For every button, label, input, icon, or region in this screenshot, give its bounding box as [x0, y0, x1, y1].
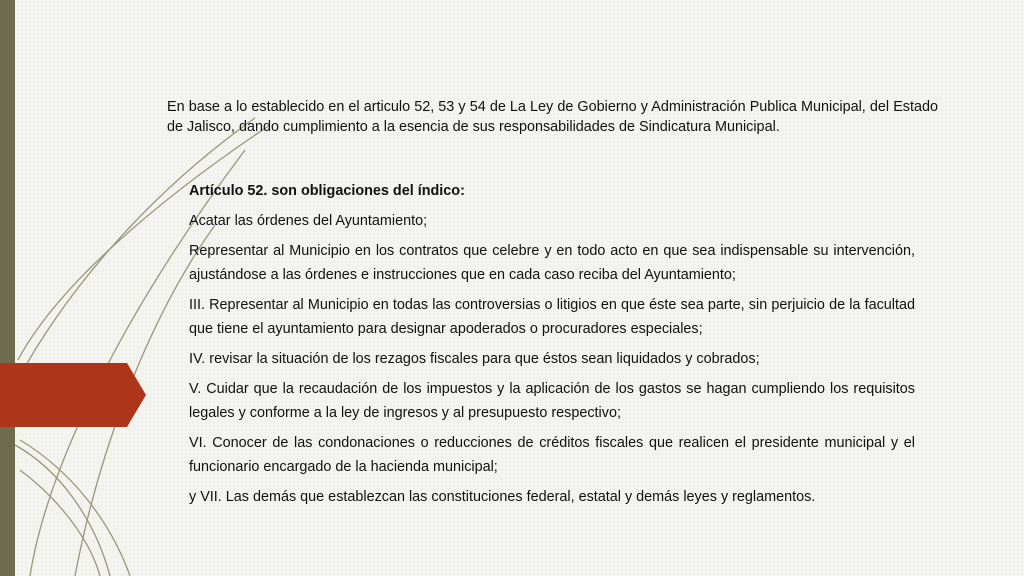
article-heading: Artículo 52. son obligaciones del índico:	[189, 183, 465, 199]
decor-curve-5	[20, 440, 130, 576]
article-item-5: V. Cuidar que la recaudación de los impuestos y la aplicación de los gastos se hagan cumpliendo los requisitos legales y conforme a la ley de ingresos y al presupuesto respectivo;	[189, 381, 915, 421]
article-item-4: IV. revisar la situación de los rezagos fiscales para que éstos sean liquidados y cobrados;	[189, 351, 760, 367]
article-52-block	[189, 179, 915, 515]
article-item-1: Acatar las órdenes del Ayuntamiento;	[189, 213, 428, 229]
article-item-6: VI. Conocer de las condonaciones o reducciones de créditos fiscales que realicen el presidente municipal y el funcionario encargado de la hacienda municipal;	[189, 435, 915, 475]
article-item-7: y VII. Las demás que establezcan las constituciones federal, estatal y demás leyes y reglamentos.	[189, 489, 816, 505]
article-item-2: Representar al Municipio en los contratos que celebre y en todo acto en que sea indispensable su intervención, ajustándose a las órdenes e instrucciones que en cada caso reciba del Ayuntamiento;	[189, 243, 915, 283]
article-item-3: III. Representar al Municipio en todas las controversias o litigios en que éste sea parte, sin perjuicio de la facultad que tiene el ayuntamiento para designar apoderados o procuradores especiales;	[189, 297, 915, 337]
decor-curve-7	[20, 470, 100, 576]
intro-paragraph: En base a lo establecido en el articulo 52, 53 y 54 de La Ley de Gobierno y Administración Publica Municipal, del Estado de Jalisco, dando cumplimiento a la esencia de sus responsabilidades de Sindicatura Municipal.	[167, 99, 938, 135]
red-accent-tab	[0, 363, 146, 427]
